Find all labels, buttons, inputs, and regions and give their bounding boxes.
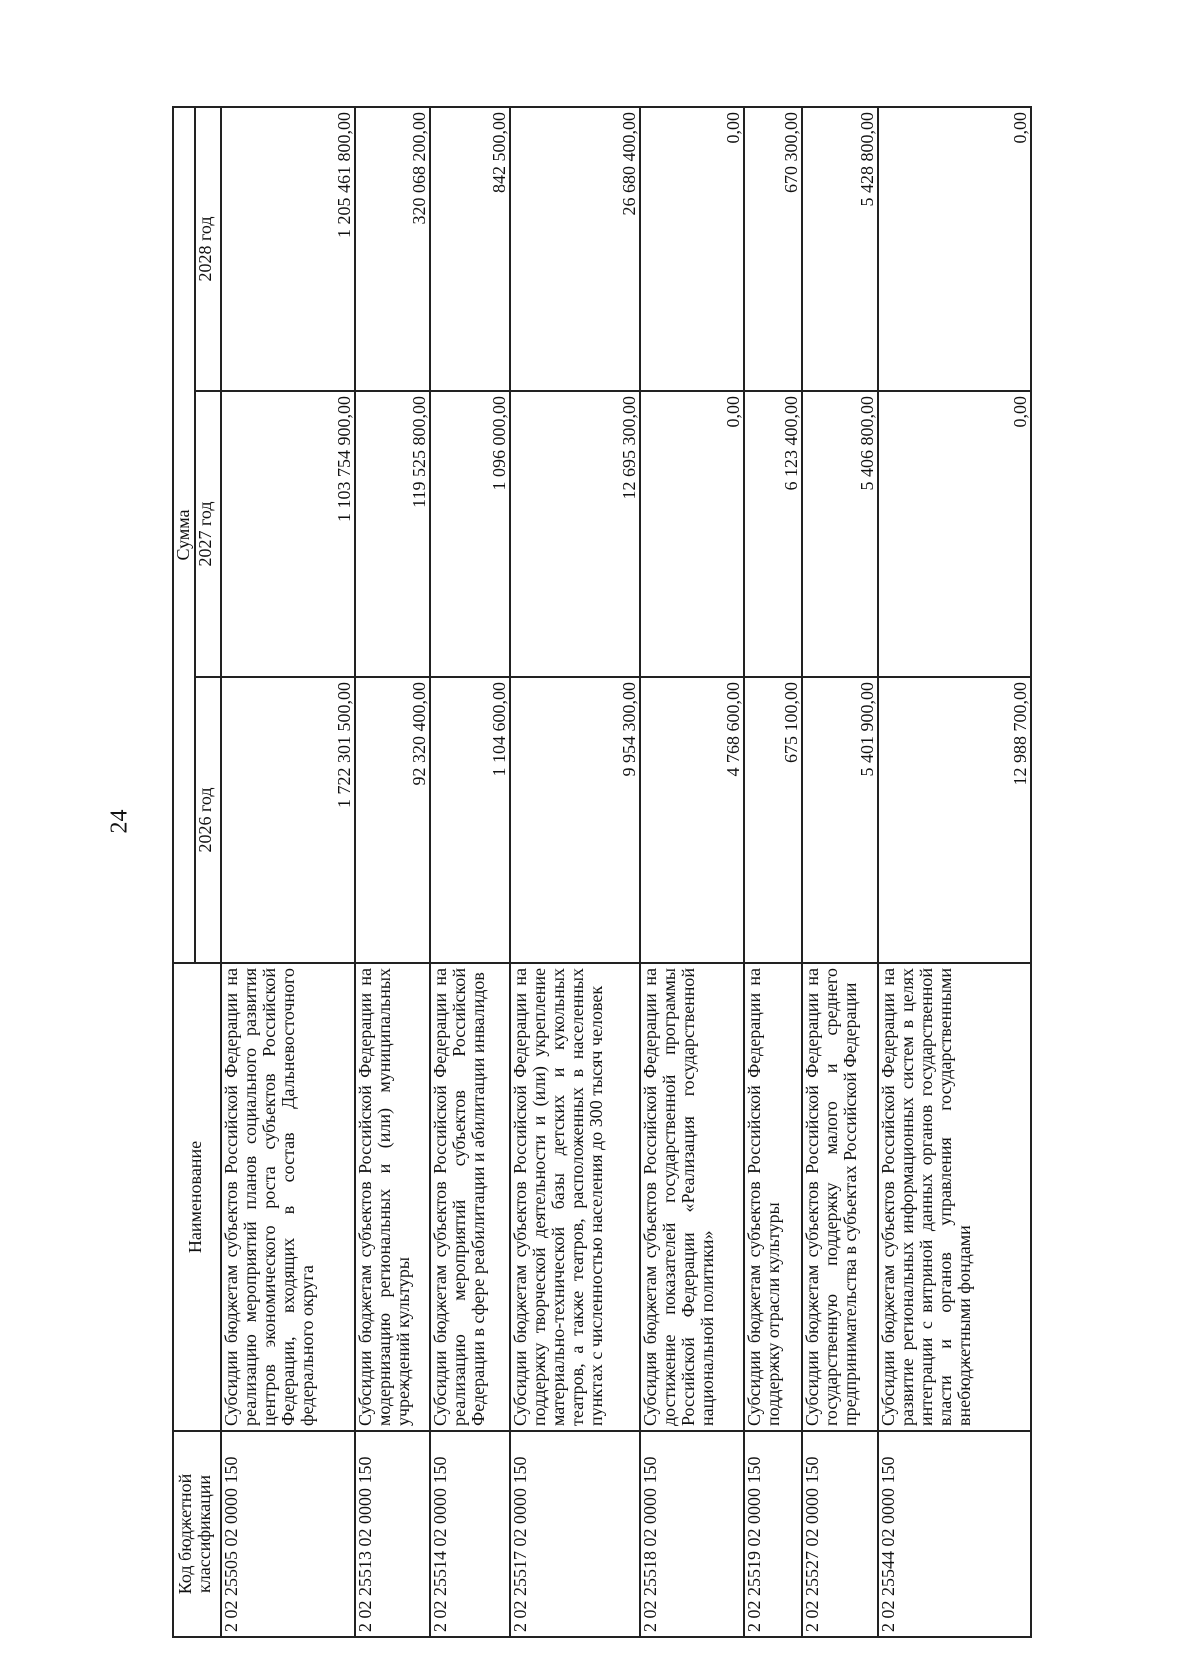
header-code: Код бюджетной классификации xyxy=(173,1431,221,1637)
table-row xyxy=(640,107,744,1637)
row-code: 2 02 25514 02 0000 150 xyxy=(430,1431,510,1637)
row-code: 2 02 25544 02 0000 150 xyxy=(878,1431,1031,1637)
table-row xyxy=(355,107,430,1637)
table-row xyxy=(510,107,640,1637)
row-2026: 9 954 300,00 xyxy=(510,677,640,963)
row-2028: 0,00 xyxy=(878,107,1031,391)
row-name: Субсидии бюджетам субъектов Российской Федерации на государственную поддержку малого и среднего предпринимательства в субъектах Российской Федерации xyxy=(802,963,878,1431)
header-name: Наименование xyxy=(173,963,221,1431)
header-2026: 2026 год xyxy=(195,677,221,963)
row-2028: 670 300,00 xyxy=(744,107,802,391)
row-2027: 119 525 800,00 xyxy=(355,391,430,677)
table-row xyxy=(878,107,1031,1637)
row-2026: 1 104 600,00 xyxy=(430,677,510,963)
row-2027: 12 695 300,00 xyxy=(510,391,640,677)
row-2026: 5 401 900,00 xyxy=(802,677,878,963)
row-2028: 1 205 461 800,00 xyxy=(221,107,355,391)
table-row xyxy=(802,107,878,1637)
row-2026: 4 768 600,00 xyxy=(640,677,744,963)
budget-table xyxy=(172,106,1032,1638)
row-2027: 5 406 800,00 xyxy=(802,391,878,677)
row-2028: 5 428 800,00 xyxy=(802,107,878,391)
row-2026: 92 320 400,00 xyxy=(355,677,430,963)
page-number: 24 xyxy=(106,809,133,834)
row-2026: 675 100,00 xyxy=(744,677,802,963)
row-2027: 0,00 xyxy=(878,391,1031,677)
row-2027: 1 096 000,00 xyxy=(430,391,510,677)
header-2028: 2028 год xyxy=(195,107,221,391)
row-code: 2 02 25505 02 0000 150 xyxy=(221,1431,355,1637)
row-code: 2 02 25527 02 0000 150 xyxy=(802,1431,878,1637)
row-2026: 1 722 301 500,00 xyxy=(221,677,355,963)
row-2028: 26 680 400,00 xyxy=(510,107,640,391)
row-name: Субсидия бюджетам субъектов Российской Федерации на достижение показателей государственной программы Российской Федерации «Реализация государственной национальной политики» xyxy=(640,963,744,1431)
row-2027: 6 123 400,00 xyxy=(744,391,802,677)
header-2027: 2027 год xyxy=(195,391,221,677)
rotated-table-wrapper xyxy=(172,108,1030,1638)
row-name: Субсидии бюджетам субъектов Российской Федерации на реализацию мероприятий планов социального развития центров экономического роста субъектов Российской Федерации, входящих в состав Дальневосточного федерального округа xyxy=(221,963,355,1431)
row-2027: 1 103 754 900,00 xyxy=(221,391,355,677)
row-name: Субсидии бюджетам субъектов Российской Федерации на поддержку творческой деятельности и (или) укрепление материально-технической базы детских и кукольных театров, а также театров, расположенных в населенных пунктах с численностью населения до 300 тысяч человек xyxy=(510,963,640,1431)
row-2028: 320 068 200,00 xyxy=(355,107,430,391)
table-row xyxy=(744,107,802,1637)
row-code: 2 02 25519 02 0000 150 xyxy=(744,1431,802,1637)
row-2028: 842 500,00 xyxy=(430,107,510,391)
header-sum: Сумма xyxy=(173,107,195,963)
row-code: 2 02 25513 02 0000 150 xyxy=(355,1431,430,1637)
row-code: 2 02 25517 02 0000 150 xyxy=(510,1431,640,1637)
row-name: Субсидии бюджетам субъектов Российской Федерации на реализацию мероприятий субъектов Российской Федерации в сфере реабилитации и абилитации инвалидов xyxy=(430,963,510,1431)
row-2026: 12 988 700,00 xyxy=(878,677,1031,963)
row-name: Субсидии бюджетам субъектов Российской Федерации на развитие региональных информационных систем в целях интеграции с витриной данных органов государственной власти и органов управления государственными внебюджетными фондами xyxy=(878,963,1031,1431)
row-name: Субсидии бюджетам субъектов Российской Федерации на поддержку отрасли культуры xyxy=(744,963,802,1431)
row-name: Субсидии бюджетам субъектов Российской Федерации на модернизацию региональных и (или) муниципальных учреждений культуры xyxy=(355,963,430,1431)
table-row xyxy=(221,107,355,1637)
row-code: 2 02 25518 02 0000 150 xyxy=(640,1431,744,1637)
row-2028: 0,00 xyxy=(640,107,744,391)
table-row xyxy=(430,107,510,1637)
row-2027: 0,00 xyxy=(640,391,744,677)
